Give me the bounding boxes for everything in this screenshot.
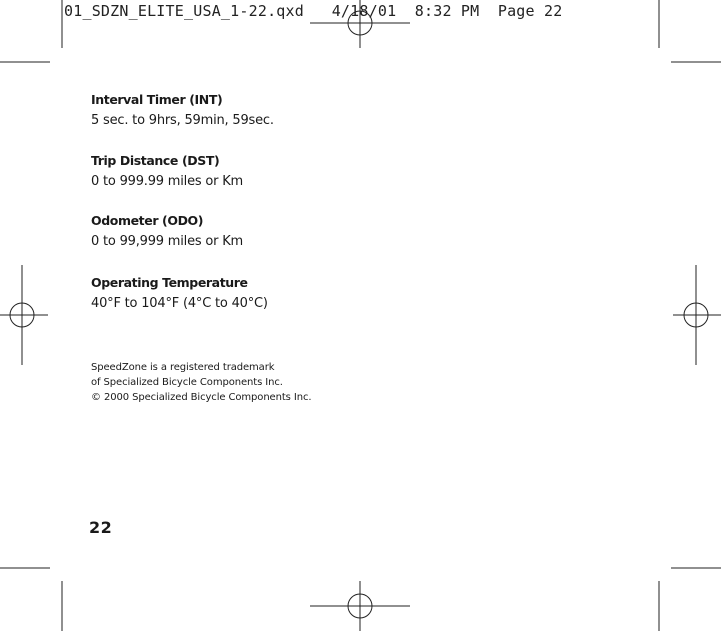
spec-label: Interval Timer (INT) xyxy=(91,92,223,107)
registration-mark-left xyxy=(0,265,48,365)
spec-trip-distance xyxy=(91,151,243,192)
page-number: 22 xyxy=(89,518,113,537)
print-slug-line: 01_SDZN_ELITE_USA_1-22.qxd 4/18/01 8:32 PM Page 22 xyxy=(64,2,563,20)
spec-operating-temperature xyxy=(91,273,268,314)
spec-value: 40°F to 104°F (4°C to 40°C) xyxy=(91,296,268,311)
spec-label: Odometer (ODO) xyxy=(91,213,204,228)
registration-mark-bottom xyxy=(310,581,410,631)
spec-odometer xyxy=(91,211,243,252)
spec-value: 0 to 99,999 miles or Km xyxy=(91,234,244,249)
spec-label: Operating Temperature xyxy=(91,275,248,290)
trademark-line: SpeedZone is a registered trademark xyxy=(91,362,275,373)
trademark-line: of Specialized Bicycle Components Inc. xyxy=(91,377,283,388)
registration-mark-right xyxy=(673,265,721,365)
spec-interval-timer xyxy=(91,90,274,131)
spec-value: 0 to 999.99 miles or Km xyxy=(91,174,244,189)
spec-label: Trip Distance (DST) xyxy=(91,153,220,168)
spec-value: 5 sec. to 9hrs, 59min, 59sec. xyxy=(91,113,274,128)
trademark-notice xyxy=(91,360,311,405)
copyright-line: © 2000 Specialized Bicycle Components Inc. xyxy=(91,392,312,403)
